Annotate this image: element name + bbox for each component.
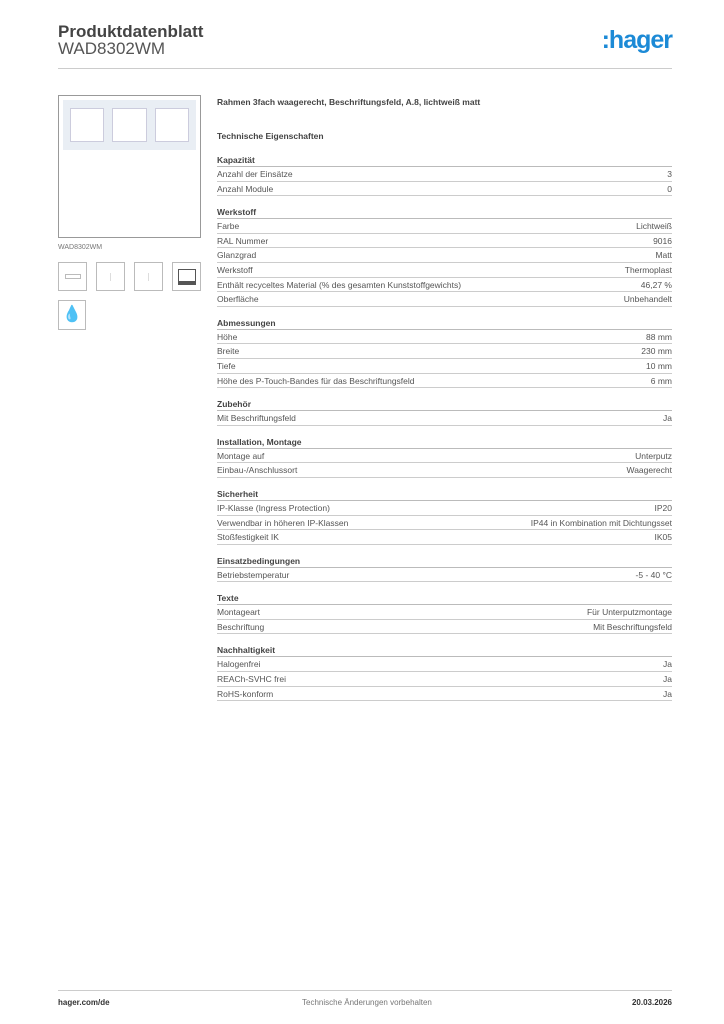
side-view-icon[interactable] xyxy=(96,262,125,291)
row-value: Lichtweiß xyxy=(636,221,672,232)
product-description: Rahmen 3fach waagerecht, Beschriftungsfeld, A.8, lichtweiß matt xyxy=(217,97,481,107)
row-label: RAL Nummer xyxy=(217,235,269,246)
section-5 xyxy=(217,487,672,545)
row-label: Tiefe xyxy=(217,360,236,371)
table-row xyxy=(217,568,672,583)
row-label: Anzahl Module xyxy=(217,183,274,194)
row-value: Unbehandelt xyxy=(623,294,672,305)
page-title: Produktdatenblatt xyxy=(58,22,204,41)
water-drops-icon: 💧 xyxy=(58,300,86,330)
row-label: Farbe xyxy=(217,221,240,232)
side-view-2-icon[interactable] xyxy=(134,262,163,291)
section-7 xyxy=(217,591,672,634)
row-label: Verwendbar in höheren IP-Klassen xyxy=(217,517,349,528)
hager-logo: :hager xyxy=(601,26,672,54)
table-row xyxy=(217,449,672,464)
row-label: Höhe des P-Touch-Bandes für das Beschriftungsfeld xyxy=(217,375,415,386)
row-value: 46,27 % xyxy=(640,279,672,290)
row-value: 88 mm xyxy=(646,331,672,342)
row-value: 0 xyxy=(667,183,672,194)
row-value: Ja xyxy=(663,659,672,670)
table-row xyxy=(217,344,672,359)
section-6 xyxy=(217,554,672,583)
row-value: Ja xyxy=(663,674,672,685)
row-value: 6 mm xyxy=(650,375,672,386)
row-label: Montage auf xyxy=(217,450,265,461)
section-heading: Texte xyxy=(217,591,672,605)
row-label: Werkstoff xyxy=(217,264,253,275)
header-divider xyxy=(58,68,672,69)
footer-date: 20.03.2026 xyxy=(631,998,672,1007)
row-label: Stoßfestigkeit IK xyxy=(217,532,279,543)
row-value: Für Unterputzmontage xyxy=(586,607,672,618)
row-label: Betriebstemperatur xyxy=(217,569,290,580)
table-row xyxy=(217,463,672,478)
row-label: Glanzgrad xyxy=(217,250,257,261)
row-value: 230 mm xyxy=(641,346,672,357)
row-label: Enthält recyceltes Material (% des gesamten Kunststoffgewichts) xyxy=(217,279,462,290)
row-label: RoHS-konform xyxy=(217,688,274,699)
product-code: WAD8302WM xyxy=(58,39,166,58)
footer-website[interactable]: hager.com/de xyxy=(58,998,110,1007)
section-heading: Zubehör xyxy=(217,397,672,411)
row-label: Einbau-/Anschlussort xyxy=(217,465,298,476)
table-row xyxy=(217,248,672,263)
table-row xyxy=(217,672,672,687)
row-label: Höhe xyxy=(217,331,238,342)
table-row xyxy=(217,359,672,374)
section-heading: Installation, Montage xyxy=(217,435,672,449)
table-row xyxy=(217,501,672,516)
table-row xyxy=(217,182,672,197)
table-row xyxy=(217,687,672,702)
section-8 xyxy=(217,643,672,701)
image-caption: WAD8302WM xyxy=(58,244,103,251)
footer-disclaimer: Technische Änderungen vorbehalten xyxy=(302,998,432,1007)
row-value: Ja xyxy=(663,413,672,424)
table-row xyxy=(217,620,672,635)
section-heading: Kapazität xyxy=(217,153,672,167)
row-value: Thermoplast xyxy=(624,264,672,275)
row-label: Montageart xyxy=(217,607,260,618)
row-label: Mit Beschriftungsfeld xyxy=(217,413,296,424)
section-heading: Abmessungen xyxy=(217,316,672,330)
row-value: IP44 in Kombination mit Dichtungsset xyxy=(530,517,672,528)
table-row xyxy=(217,167,672,182)
section-3 xyxy=(217,397,672,426)
row-label: Breite xyxy=(217,346,240,357)
table-row xyxy=(217,605,672,620)
section-0 xyxy=(217,153,672,196)
table-row xyxy=(217,516,672,531)
front-view-icon[interactable] xyxy=(58,262,87,291)
section-4 xyxy=(217,435,672,478)
table-row xyxy=(217,374,672,389)
section-heading: Einsatzbedingungen xyxy=(217,554,672,568)
section-heading: Nachhaltigkeit xyxy=(217,643,672,657)
row-value: Unterputz xyxy=(635,450,672,461)
row-label: Oberfläche xyxy=(217,294,259,305)
label-field-icon[interactable] xyxy=(172,262,201,291)
row-value: -5 - 40 °C xyxy=(635,569,672,580)
row-label: Halogenfrei xyxy=(217,659,261,670)
row-value: Mit Beschriftungsfeld xyxy=(593,621,672,632)
table-row xyxy=(217,234,672,249)
table-row xyxy=(217,219,672,234)
row-value: IP20 xyxy=(654,502,672,513)
table-row xyxy=(217,263,672,278)
row-value: IK05 xyxy=(654,532,672,543)
table-row xyxy=(217,657,672,672)
row-value: 9016 xyxy=(653,235,672,246)
row-value: Matt xyxy=(655,250,672,261)
product-image xyxy=(58,95,201,238)
section-1 xyxy=(217,205,672,307)
row-value: 3 xyxy=(667,169,672,179)
row-value: Waagerecht xyxy=(626,465,672,476)
section-heading: Werkstoff xyxy=(217,205,672,219)
section-heading: Sicherheit xyxy=(217,487,672,501)
section-2 xyxy=(217,316,672,388)
row-label: Anzahl der Einsätze xyxy=(217,169,293,179)
row-value: Ja xyxy=(663,688,672,699)
table-row xyxy=(217,278,672,293)
tech-properties-heading: Technische Eigenschaften xyxy=(217,131,324,141)
footer-divider xyxy=(58,990,672,991)
row-label: Beschriftung xyxy=(217,621,265,632)
row-label: REACh-SVHC frei xyxy=(217,674,286,685)
table-row xyxy=(217,530,672,545)
table-row xyxy=(217,330,672,345)
row-value: 10 mm xyxy=(646,360,672,371)
row-label: IP-Klasse (Ingress Protection) xyxy=(217,502,330,513)
table-row xyxy=(217,292,672,307)
table-row xyxy=(217,411,672,426)
